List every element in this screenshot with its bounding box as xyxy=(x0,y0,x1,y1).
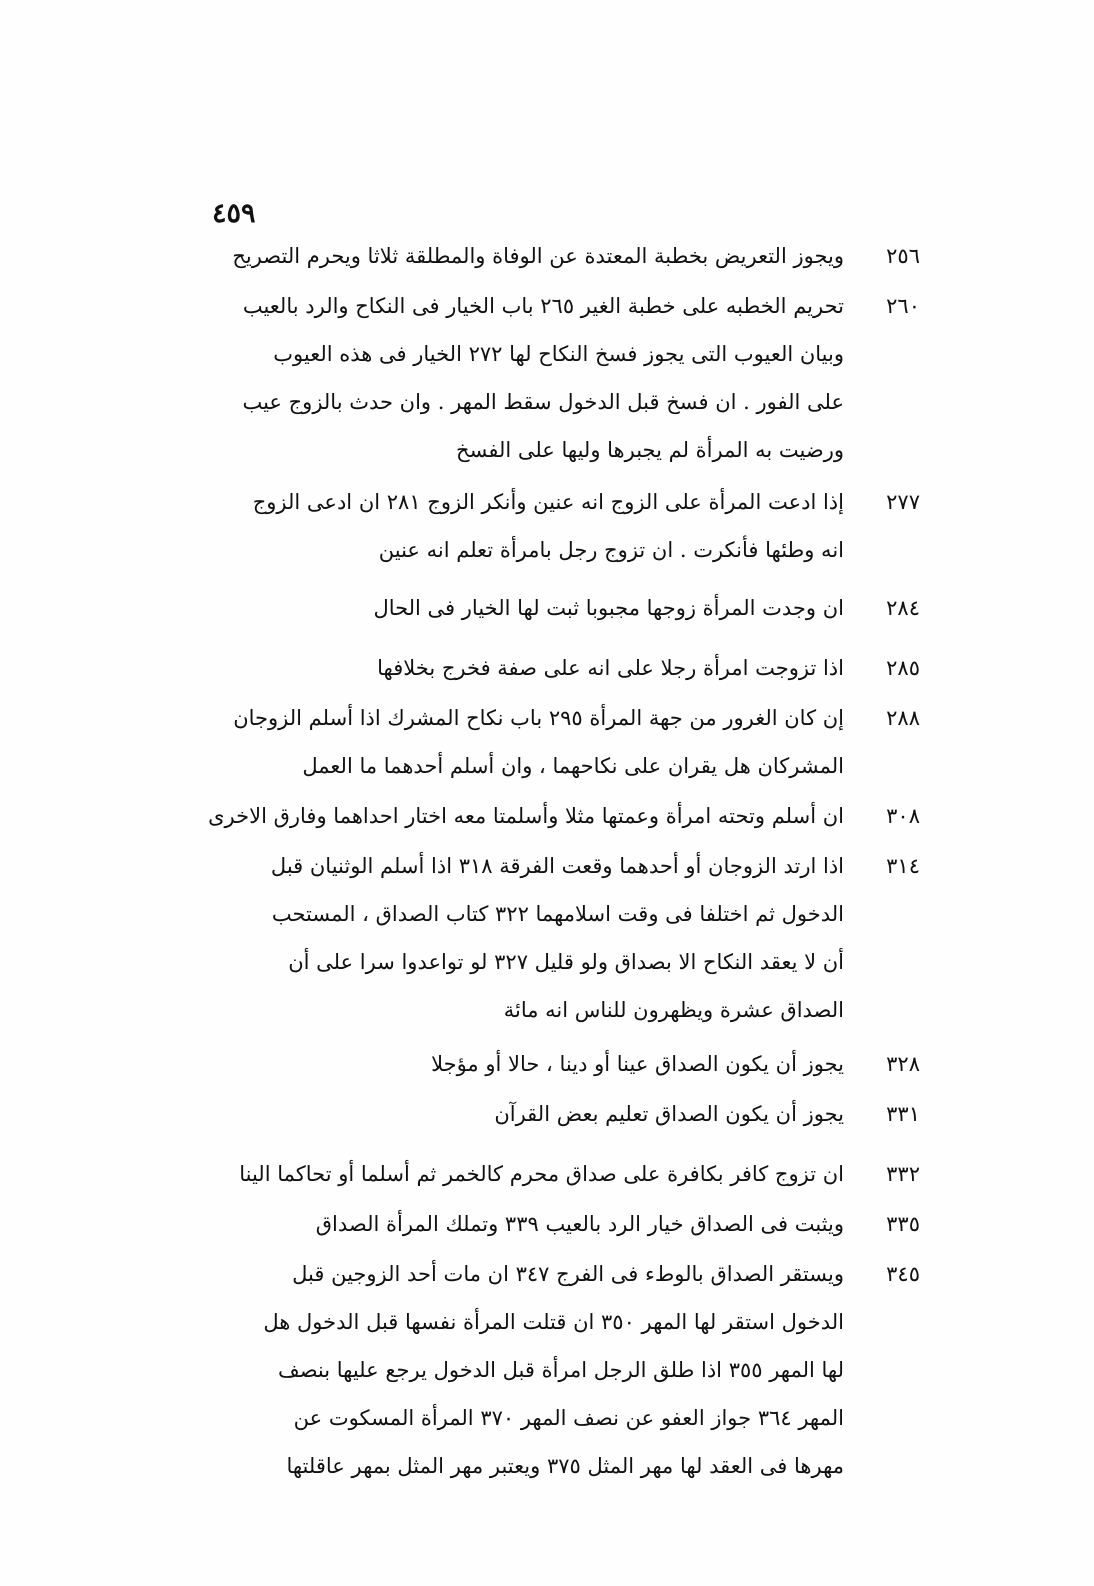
entry-line: إذا ادعت المرأة على الزوج انه عنين وأنكر الزوج ٢٨١ ان ادعى الزوج xyxy=(252,490,844,514)
entry-page-number: ٣٤٥ xyxy=(886,1262,920,1286)
entry-page-number: ٣٣٢ xyxy=(886,1162,920,1186)
entry-text xyxy=(200,1040,844,1088)
entry-line: اذا تزوجت امرأة رجلا على انه على صفة فخرج بخلافها xyxy=(377,656,844,680)
index-entry xyxy=(200,1200,920,1248)
entry-text xyxy=(200,842,844,1034)
index-entry xyxy=(200,792,920,840)
entry-line: ويثبت فى الصداق خيار الرد بالعيب ٣٣٩ وتملك المرأة الصداق xyxy=(315,1212,844,1236)
index-entry xyxy=(200,232,920,280)
entry-text xyxy=(200,584,844,632)
index-entry xyxy=(200,1150,920,1198)
entry-line: يجوز أن يكون الصداق عينا أو دينا ، حالا أو مؤجلا xyxy=(431,1052,844,1076)
entry-line: لها المهر ٣٥٥ اذا طلق الرجل امرأة قبل الدخول يرجع عليها بنصف xyxy=(277,1358,844,1382)
entry-line: الدخول ثم اختلفا فى وقت اسلامهما ٣٢٢ كتاب الصداق ، المستحب xyxy=(271,902,844,926)
index-entry xyxy=(200,1090,920,1138)
entry-text xyxy=(200,282,844,474)
entry-page-number: ٢٨٥ xyxy=(886,656,920,680)
entry-text xyxy=(200,792,844,840)
entry-text xyxy=(200,1150,844,1198)
index-list xyxy=(200,232,920,1490)
entry-line: مهرها فى العقد لها مهر المثل ٣٧٥ ويعتبر مهر المثل بمهر عاقلتها xyxy=(286,1454,844,1478)
index-entry xyxy=(200,644,920,692)
entry-line: أن لا يعقد النكاح الا بصداق ولو قليل ٣٢٧ لو تواعدوا سرا على أن xyxy=(288,950,844,974)
entry-line: اذا ارتد الزوجان أو أحدهما وقعت الفرقة ٣١٨ اذا أسلم الوثنيان قبل xyxy=(270,854,844,878)
entry-text xyxy=(200,1200,844,1248)
entry-page-number: ٣٠٨ xyxy=(886,804,920,828)
entry-page-number: ٢٨٨ xyxy=(886,706,920,730)
entry-line: يجوز أن يكون الصداق تعليم بعض القرآن xyxy=(494,1102,844,1126)
entry-text xyxy=(200,1090,844,1138)
entry-line: المشركان هل يقران على نكاحهما ، وان أسلم أحدهما ما العمل xyxy=(302,754,844,778)
entry-line: ان وجدت المرأة زوجها مجبوبا ثبت لها الخيار فى الحال xyxy=(373,596,844,620)
entry-spacer xyxy=(200,1138,920,1150)
entry-spacer xyxy=(200,574,920,584)
entry-line: المهر ٣٦٤ جواز العفو عن نصف المهر ٣٧٠ المرأة المسكوت عن xyxy=(293,1406,844,1430)
entry-line: ويجوز التعريض بخطبة المعتدة عن الوفاة والمطلقة ثلاثا ويحرم التصريح xyxy=(232,244,844,268)
entry-page-number: ٣٣٥ xyxy=(886,1212,920,1236)
index-entry xyxy=(200,842,920,1034)
entry-line: ويستقر الصداق بالوطء فى الفرج ٣٤٧ ان مات أحد الزوجين قبل xyxy=(292,1262,844,1286)
entry-line: الصداق عشرة ويظهرون للناس انه مائة xyxy=(503,998,844,1022)
entry-page-number: ٣٢٨ xyxy=(886,1052,920,1076)
entry-page-number: ٢٧٧ xyxy=(886,490,920,514)
entry-spacer xyxy=(200,632,920,644)
entry-page-number: ٣١٤ xyxy=(886,854,920,878)
index-entry xyxy=(200,1250,920,1490)
index-entry xyxy=(200,584,920,632)
entry-line: الدخول استقر لها المهر ٣٥٠ ان قتلت المرأة نفسها قبل الدخول هل xyxy=(263,1310,844,1334)
entry-line: إن كان الغرور من جهة المرأة ٢٩٥ باب نكاح المشرك اذا أسلم الزوجان xyxy=(233,706,844,730)
entry-text xyxy=(200,644,844,692)
entry-line: انه وطئها فأنكرت . ان تزوج رجل بامرأة تعلم انه عنين xyxy=(378,538,844,562)
entry-text xyxy=(200,694,844,790)
entry-page-number: ٢٦٠ xyxy=(886,294,920,318)
entry-page-number: ٣٣١ xyxy=(886,1102,920,1126)
index-entry xyxy=(200,1040,920,1088)
entry-text xyxy=(200,232,844,280)
entry-line: وبيان العيوب التى يجوز فسخ النكاح لها ٢٧٢ الخيار فى هذه العيوب xyxy=(273,342,844,366)
index-entry xyxy=(200,478,920,574)
entry-line: ورضيت به المرأة لم يجبرها وليها على الفسخ xyxy=(456,438,844,462)
entry-line: ان تزوج كافر بكافرة على صداق محرم كالخمر ثم أسلما أو تحاكما الينا xyxy=(239,1162,844,1186)
page-number: ٤٥٩ xyxy=(212,198,256,229)
entry-page-number: ٢٨٤ xyxy=(886,596,920,620)
index-entry xyxy=(200,282,920,474)
entry-text xyxy=(200,478,844,574)
entry-text xyxy=(200,1250,844,1490)
entry-line: على الفور . ان فسخ قبل الدخول سقط المهر . وان حدث بالزوج عيب xyxy=(242,390,844,414)
entry-page-number: ٢٥٦ xyxy=(886,244,920,268)
index-entry xyxy=(200,694,920,790)
entry-line: ان أسلم وتحته امرأة وعمتها مثلا وأسلمتا معه اختار احداهما وفارق الاخرى xyxy=(208,804,844,828)
entry-line: تحريم الخطبه على خطبة الغير ٢٦٥ باب الخيار فى النكاح والرد بالعيب xyxy=(242,294,844,318)
